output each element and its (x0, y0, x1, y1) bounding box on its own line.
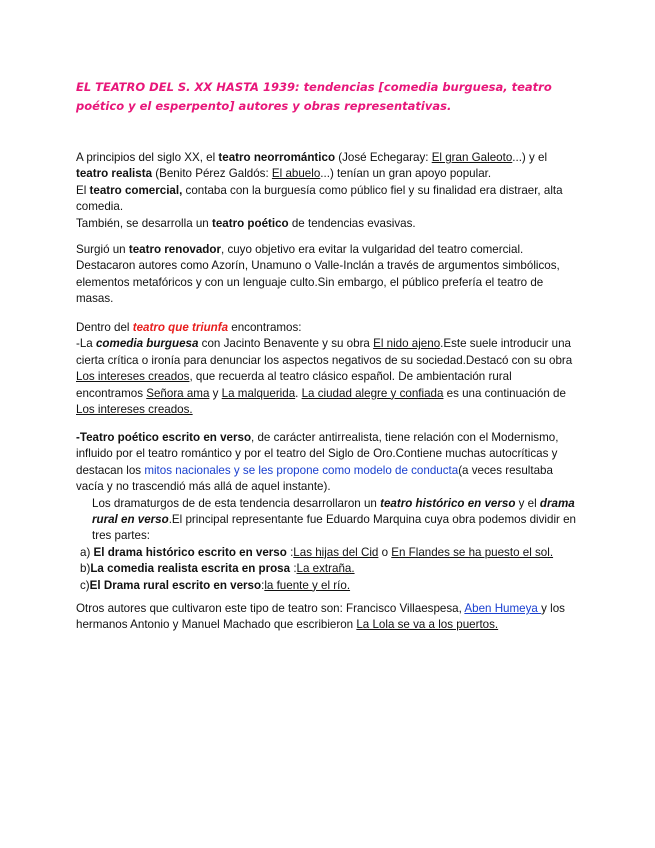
text: contaba con la burguesía como público fiel y su finalidad era distraer, alta comedia. (76, 183, 563, 214)
list-item-label: El drama histórico escrito en verso (93, 545, 287, 559)
intro-line-poetico (76, 216, 576, 232)
text: (a veces resultaba vacía y no trascendió más allá de aquel instante). (76, 463, 553, 494)
intro-line-realista (76, 166, 576, 182)
term-comedia-burguesa: comedia burguesa (95, 337, 199, 351)
comedia-burguesa-paragraph (76, 336, 576, 418)
poetico-section (76, 430, 576, 594)
otros-section (76, 601, 576, 634)
dramaturgos-paragraph (76, 496, 576, 545)
list-item-comedia-realista (76, 561, 576, 577)
link-aben-humeya[interactable]: Aben Humeya (464, 602, 542, 615)
list-marker: a) (80, 545, 94, 559)
triunfa-section (76, 320, 576, 418)
list-item-label: El Drama rural escrito en verso (89, 578, 262, 592)
text: de tendencias evasivas. (288, 216, 416, 230)
list-item-drama-historico (76, 545, 576, 561)
document-title: EL TEATRO DEL S. XX HASTA 1939: tendencias [comedia burguesa, teatro poético y el esperpento] autores y obras representativas. (76, 80, 552, 113)
intro-line-comercial (76, 183, 576, 216)
text: (Benito Pérez Galdós: (152, 167, 272, 181)
text: o (378, 545, 392, 559)
renovador-paragraph (76, 242, 576, 308)
work-los-intereses-creados-2: Los intereses creados. (76, 403, 193, 417)
text: (José Echegaray: (335, 151, 432, 164)
work-senora-ama: Señora ama (146, 386, 210, 400)
term-realista: teatro realista (76, 167, 153, 181)
term-teatro-historico: teatro histórico en verso (380, 496, 516, 510)
term-poetico: teatro poético (211, 216, 289, 230)
term-teatro-poetico-verso: -Teatro poético escrito en verso (76, 431, 252, 444)
text: -La (76, 337, 96, 351)
text: Surgió un (76, 243, 129, 256)
text: Otros autores que cultivaron este tipo de teatro son: Francisco Villaespesa, (76, 602, 465, 615)
text: : (286, 545, 294, 559)
term-drama-rural: drama rural en verso (92, 496, 575, 527)
text: ...) tenían un gran apoyo popular. (320, 167, 492, 181)
work-en-flandes: En Flandes se ha puesto el sol. (391, 545, 554, 559)
text: : (261, 578, 265, 592)
work-la-extrana: La extraña. (296, 562, 355, 576)
work-el-nido-ajeno: El nido ajeno (373, 337, 441, 351)
highlight-mitos-nacionales: mitos nacionales y se les propone como modelo de conducta (144, 463, 459, 477)
intro-line-neorromantico (76, 150, 576, 166)
text: encontramos: (228, 321, 302, 334)
text: es una continuación de (443, 386, 566, 400)
text: Los dramaturgos de de esta tendencia desarrollaron un (92, 496, 381, 510)
text: . (295, 386, 302, 400)
list-marker: c) (80, 578, 90, 592)
text: y (209, 386, 222, 400)
renovador-section (76, 242, 576, 308)
work-la-lola: La Lola se va a los puertos. (356, 618, 499, 632)
text: y el (515, 496, 540, 510)
list-item-drama-rural (76, 578, 576, 594)
work-la-ciudad-alegre: La ciudad alegre y confiada (301, 386, 444, 400)
work-el-abuelo: El abuelo (271, 167, 321, 181)
term-neorromantico: teatro neorromántico (218, 151, 336, 164)
term-teatro-que-triunfa: teatro que triunfa (132, 321, 229, 334)
work-los-intereses-creados: Los intereses creados (76, 370, 190, 384)
term-renovador: teatro renovador (128, 243, 221, 256)
otros-paragraph (76, 601, 576, 634)
text: con Jacinto Benavente y su obra (198, 337, 374, 351)
text: : (290, 562, 297, 576)
text: y los hermanos Antonio y Manuel Machado que escribieron (76, 602, 565, 632)
work-la-fuente-y-el-rio: la fuente y el río. (264, 578, 351, 592)
text: Dentro del (76, 321, 133, 334)
work-el-gran-galeoto: El gran Galeoto (431, 151, 513, 164)
text: También, se desarrolla un (76, 216, 212, 230)
work-la-malquerida: La malquerida (221, 386, 296, 400)
work-las-hijas-del-cid: Las hijas del Cid (293, 545, 379, 559)
list-item-label: La comedia realista escrita en prosa (90, 562, 291, 576)
text: A principios del siglo XX, el (76, 151, 219, 164)
text: , de carácter antirrealista, tiene relación con el Modernismo, influido por el teatro romántico y por el teatro del Siglo de Oro.Contiene muchas autocríticas y destacan los (76, 431, 559, 477)
poetico-paragraph (76, 430, 576, 496)
text: , que recuerda al teatro clásico español. De ambientación rural encontramos (76, 370, 512, 400)
intro-section (76, 150, 576, 232)
term-comercial: teatro comercial, (89, 183, 183, 197)
text: ...) y el (512, 151, 548, 164)
text: .El principal representante fue Eduardo Marquina cuya obra podemos dividir en tres partes: (92, 513, 576, 543)
text: , cuyo objetivo era evitar la vulgaridad del teatro comercial. Destacaron autores como Azorín, Unamuno o Valle-Inclán a través de argumentos simbólicos, elementos metafóricos y con un lenguaje culto.Sin embargo, el público prefería el teatro de masas. (76, 243, 560, 306)
list-marker: b) (80, 562, 91, 576)
text: .Este suele introducir una cierta crítica o ironía para denunciar los aspectos negativos de su sociedad.Destacó con su obra (76, 337, 573, 367)
triunfa-intro (76, 320, 576, 336)
text: El (76, 183, 90, 197)
